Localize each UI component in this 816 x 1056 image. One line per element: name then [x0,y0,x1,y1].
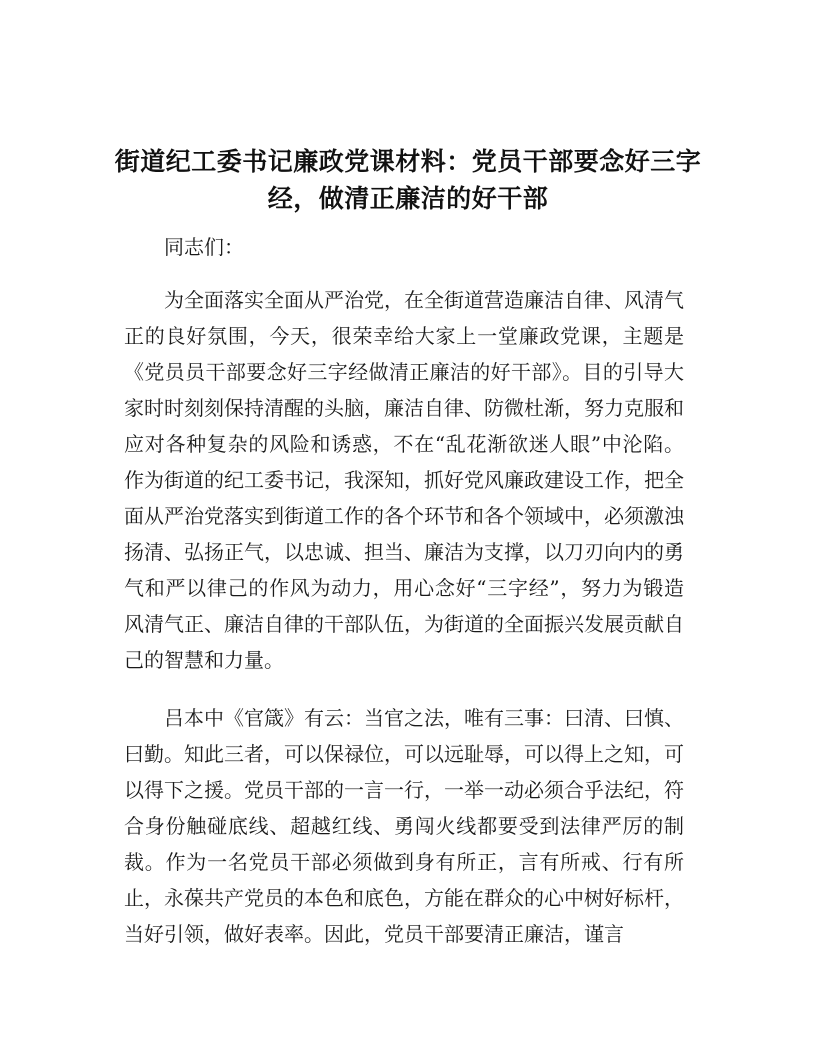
paragraph-1: 为全面落实全面从严治党，在全街道营造廉洁自律、风清气正的良好氛围，今天，很荣幸给大家上一堂廉政党课，主题是《党员员干部要念好三字经做清正廉洁的好干部》。目的引导大家时时刻刻保持清醒的头脑，廉洁自律、防微杜渐，努力克服和应对各种复杂的风险和诱惑，不在“乱花渐欲迷人眼”中沦陷。作为街道的纪工委书记，我深知，抓好党风廉政建设工作，把全面从严治党落实到街道工作的各个环节和各个领域中，必须激浊扬清、弘扬正气，以忠诚、担当、廉洁为支撑，以刀刃向内的勇气和严以律己的作风为动力，用心念好“三字经”，努力为锻造风清气正、廉洁自律的干部队伍，为街道的全面振兴发展贡献自己的智慧和力量。 [124,288,684,672]
document-title: 街道纪工委书记廉政党课材料：党员干部要念好三字经，做清正廉洁的好干部 [114,147,702,213]
greeting: 同志们： [164,235,244,259]
paragraph-2: 吕本中《官箴》有云：当官之法，唯有三事：曰清、曰慎、曰勤。知此三者，可以保禄位，可以远耻辱，可以得上之知，可以得下之援。党员干部的一言一行，一举一动必须合乎法纪，符合身份触碰底线、超越红线、勇闯火线都要受到法律严厉的制裁。作为一名党员干部必须做到身有所正，言有所戒、行有所止，永葆共产党员的本色和底色，方能在群众的心中树好标杆，当好引领，做好表率。因此，党员干部要清正廉洁，谨言 [124,706,684,946]
